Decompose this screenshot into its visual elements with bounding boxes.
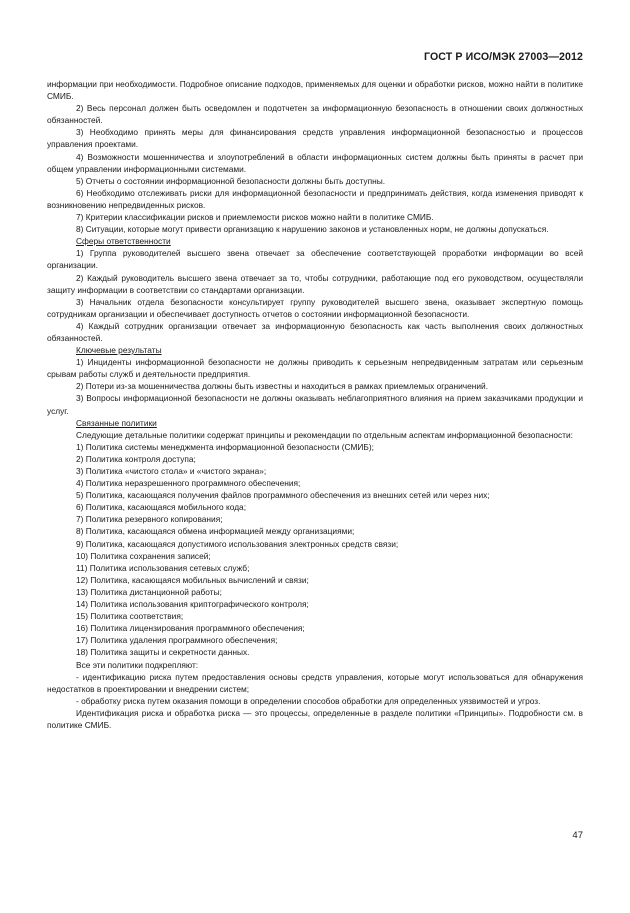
policy-item: 13) Политика дистанционной работы;	[76, 586, 222, 597]
key-results-heading: Ключевые результаты	[76, 345, 162, 356]
support-item: - обработку риска путем оказания помощи в определении способов обработки для определенных уязвимостей и угроз.	[76, 695, 541, 706]
policy-item: 15) Политика соответствия;	[76, 611, 184, 622]
responsibility-item: 4) Каждый сотрудник организации отвечает за информационную безопасность как часть выполнения своих должностных обязанностей.	[47, 320, 583, 343]
policy-item: 5) Политика, касающаяся получения файлов программного обеспечения из внешних сетей или через них;	[76, 490, 490, 501]
intro-paragraph-1: информации при необходимости. Подробное описание подходов, применяемых для оценки и обработки рисков, можно найти в политике СМИБ.	[47, 79, 583, 102]
policy-item: 11) Политика использования сетевых служб;	[76, 562, 250, 573]
policy-item: 17) Политика удаления программного обеспечения;	[76, 635, 278, 646]
closing-paragraph: Идентификация риска и обработка риска — это процессы, определенные в разделе политики «Принципы». Подробности см. в политике СМИБ.	[47, 707, 583, 730]
policy-item: 1) Политика системы менеджмента информационной безопасности (СМИБ);	[76, 441, 374, 452]
policies-support-intro: Все эти политики подкрепляют:	[76, 659, 199, 670]
intro-paragraph-7: 7) Критерии классификации рисков и приемлемости рисков можно найти в политике СМИБ.	[76, 212, 434, 223]
intro-paragraph-3: 3) Необходимо принять меры для финансирования средств управления информационной безопасностью и процессов управления проектами.	[47, 127, 583, 150]
document-header: ГОСТ Р ИСО/МЭК 27003—2012	[424, 51, 583, 63]
intro-paragraph-4: 4) Возможности мошенничества и злоупотреблений в области информационных систем должны быть приняты в расчет при общем управлении информационными системами.	[47, 151, 583, 174]
page-body	[47, 78, 583, 731]
policy-item: 7) Политика резервного копирования;	[76, 514, 223, 525]
responsibility-item: 3) Начальник отдела безопасности консультирует группу руководителей высшего звена, оказывает экспертную помощь сотрудникам организации и обеспечивает доступность отчетов о состоянии информационной безопасности.	[47, 296, 583, 319]
policy-item: 2) Политика контроля доступа;	[76, 453, 196, 464]
policy-item: 12) Политика, касающаяся мобильных вычислений и связи;	[76, 574, 309, 585]
key-result-item: 1) Инциденты информационной безопасности не должны приводить к серьезным непредвиденным затратам или серьезным срывам работы служб и деятельности предприятия.	[47, 357, 583, 380]
policy-item: 14) Политика использования криптографического контроля;	[76, 599, 309, 610]
policy-item: 4) Политика неразрешенного программного обеспечения;	[76, 478, 301, 489]
policy-item: 6) Политика, касающаяся мобильного кода;	[76, 502, 247, 513]
key-result-item: 2) Потери из-за мошенничества должны быть известны и находиться в рамках приемлемых ограничений.	[76, 381, 489, 392]
policy-item: 9) Политика, касающаяся допустимого использования электронных средств связи;	[76, 538, 399, 549]
intro-paragraph-6: 6) Необходимо отслеживать риски для информационной безопасности и предпринимать действия, когда изменения приводят к возникновению непредвиденных рисков.	[47, 187, 583, 210]
intro-paragraph-5: 5) Отчеты о состоянии информационной безопасности должны быть доступны.	[76, 175, 386, 186]
policy-item: 3) Политика «чистого стола» и «чистого экрана»;	[76, 466, 267, 476]
responsibilities-heading: Сферы ответственности	[76, 236, 171, 247]
policy-item: 8) Политика, касающаяся обмена информацией между организациями;	[76, 526, 355, 537]
policy-item: 16) Политика лицензирования программного обеспечения;	[76, 623, 305, 634]
page-number: 47	[572, 830, 583, 841]
intro-paragraph-8: 8) Ситуации, которые могут привести организацию к нарушению законов и установленных норм, не должны допускаться.	[76, 224, 549, 235]
related-policies-heading: Связанные политики	[76, 417, 157, 428]
key-result-item: 3) Вопросы информационной безопасности не должны оказывать неблагоприятного влияния на прием заказчиками продукции и услуг.	[47, 393, 583, 416]
support-item: - идентификацию риска путем предоставления основы средств управления, которые могут использоваться для обнаружения недостатков в проектировании и внедрении систем;	[47, 671, 583, 694]
intro-paragraph-2: 2) Весь персонал должен быть осведомлен и подотчетен за информационную безопасность в отношении своих должностных обязанностей.	[47, 103, 583, 126]
policy-item: 10) Политика сохранения записей;	[76, 550, 211, 561]
policy-item: 18) Политика защиты и секретности данных.	[76, 647, 250, 658]
responsibility-item: 2) Каждый руководитель высшего звена отвечает за то, чтобы сотрудники, работающие под его руководством, осуществляли защиту информации в соответствии со стандартами организации.	[47, 272, 583, 295]
responsibility-item: 1) Группа руководителей высшего звена отвечает за обеспечение соответствующей проработки информации во всей организации.	[47, 248, 583, 271]
related-policies-intro: Следующие детальные политики содержат принципы и рекомендации по отдельным аспектам информационной безопасности:	[76, 429, 573, 440]
